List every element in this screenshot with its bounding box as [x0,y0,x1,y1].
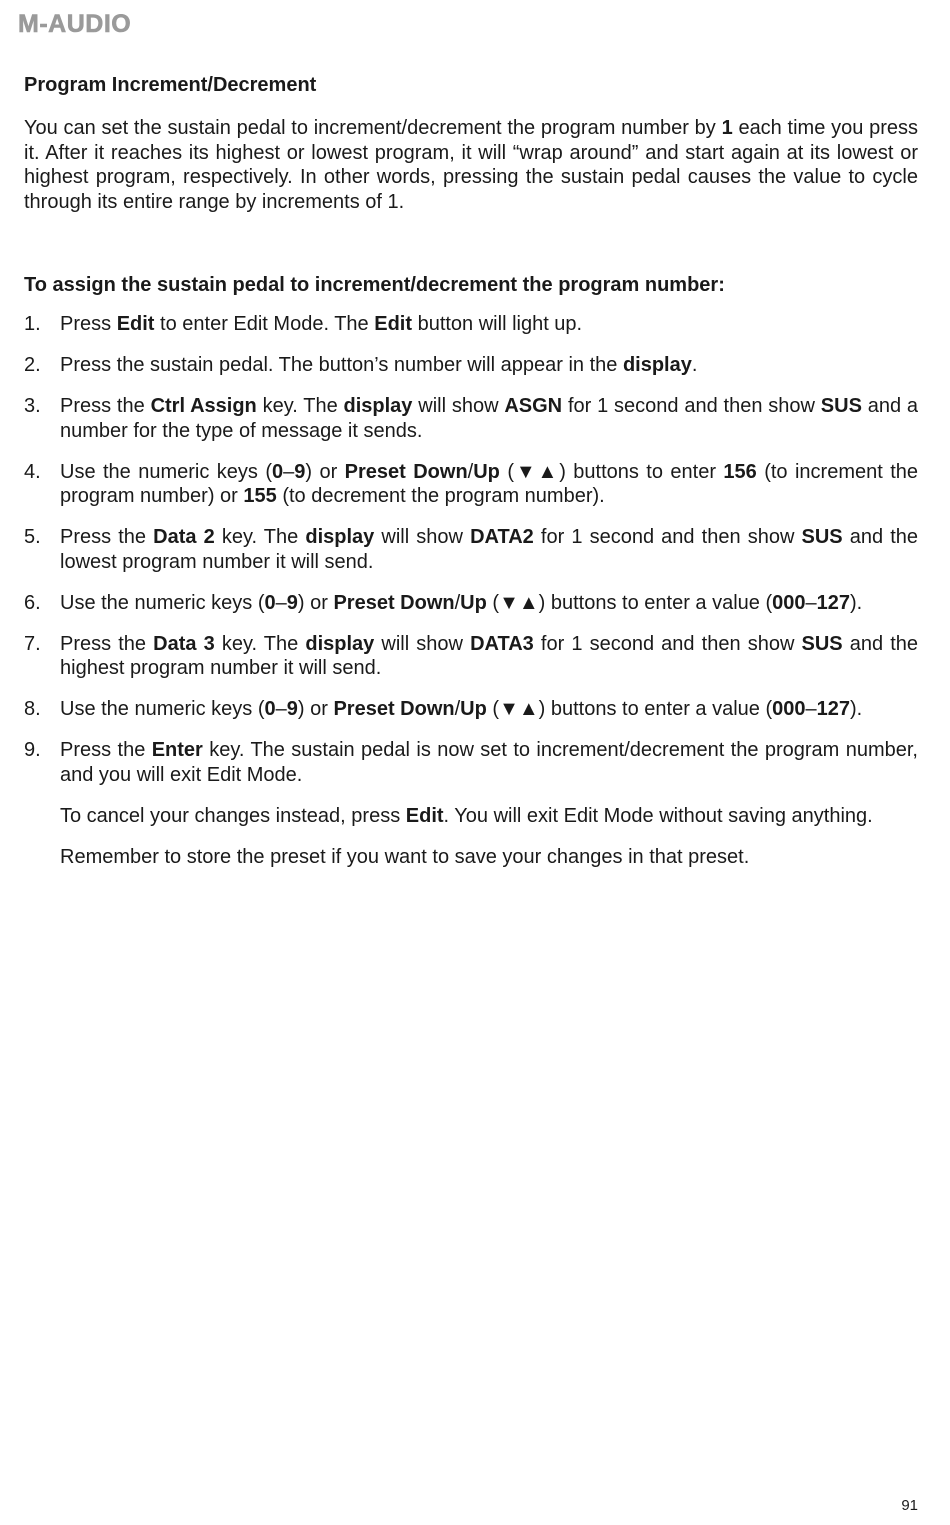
step-text: to enter Edit Mode. The [154,313,375,335]
intro-paragraph [24,116,918,214]
step-text: will show [412,395,505,417]
step-text: will show [374,632,471,655]
bold-term: ▼▲ [499,698,539,720]
bold-term: Edit [405,804,444,827]
brand-logo [18,10,186,36]
step-number: 8. [24,698,41,720]
bold-term: DATA2 [470,526,534,548]
step-number: 1. [24,313,41,335]
step-text: Remember to store the preset if you want to save your changes in that preset. [60,845,750,868]
page-number: 91 [901,1497,918,1514]
bold-term: DATA3 [470,632,534,655]
step-number: 9. [24,739,41,761]
bold-term: Data 3 [153,632,215,655]
bold-term: display [305,632,375,655]
step-item [24,312,918,337]
step-text: To cancel your changes instead, press [60,804,406,827]
step-text: / [454,698,461,720]
step-item [24,525,918,574]
step-text: Press the sustain pedal. The button’s number will appear in the [60,354,623,376]
step-text: Press the [60,739,152,761]
step-number: 6. [24,591,41,614]
step-text: for 1 second and then show [562,395,821,417]
bold-term: 127 [816,698,850,720]
step-text: – [805,698,817,720]
intro-text: each time you press it. After it reaches its highest or lowest program, it will “wrap around” and start again at its lowest or highest program, respectively. In other words, pressing the sustain pedal causes the value to cycle through its entire range by increments of 1. [24,117,918,213]
step-number: 3. [24,395,41,417]
step-item [24,460,918,509]
bold-term: display [622,354,692,376]
procedure-title: To assign the sustain pedal to increment/decrement the program number: [24,274,725,296]
step-text: – [275,591,287,614]
step-text: and the highest program number it will send. [60,632,919,679]
step-text: ) buttons to enter a value ( [538,591,773,614]
bold-term: Preset Down [333,698,455,720]
step-text: / [454,591,461,614]
step-text: Use the numeric keys ( [60,698,265,720]
step-text: for 1 second and then show [533,632,802,655]
bold-term: 0 [264,698,276,720]
bold-term: SUS [801,526,843,548]
step-text: for 1 second and then show [533,526,802,548]
intro-bold-value: 1 [721,117,733,139]
step-text: ). [850,698,863,720]
step-text: key. The [214,526,306,548]
bold-term: Up [473,460,500,483]
step-text: ( [486,698,500,720]
note-paragraph [60,804,918,829]
step-text: – [275,698,287,720]
bold-term: display [305,526,375,548]
bold-term: SUS [801,632,843,655]
bold-term: Up [460,698,487,720]
step-text: – [805,591,817,614]
step-text: Press the [60,632,154,655]
steps-list [24,312,918,787]
step-text: (to decrement the program number). [276,485,605,507]
bold-term: 155 [243,485,277,507]
step-text: ( [486,591,500,614]
step-item [24,632,918,681]
note-paragraph [60,845,918,870]
step-text: ) buttons to enter [559,460,724,483]
bold-term: Enter [151,739,203,761]
bold-term: Edit [116,313,155,335]
bold-term: display [343,395,413,417]
bold-term: Edit [374,313,413,335]
bold-term: SUS [820,395,862,417]
step-text: – [283,460,295,483]
bold-term: ▼▲ [499,591,539,614]
step-number: 2. [24,354,41,376]
step-text: button will light up. [412,313,583,335]
step-item [24,738,918,787]
step-text: Press [60,313,117,335]
step-text: Use the numeric keys ( [60,460,272,483]
step-text: (to increment the program number) or [60,460,919,507]
bold-term: 127 [816,591,850,614]
bold-term: 0 [271,460,284,483]
step-text: . You will exit Edit Mode without saving anything. [443,804,873,827]
step-text: key. The [256,395,344,417]
bold-term: 156 [723,460,757,483]
bold-term: Up [460,591,487,614]
bold-term: Preset Down [344,460,468,483]
bold-term: Data 2 [153,526,215,548]
step-item [24,353,918,378]
m-audio-logo-icon [18,10,186,36]
step-text: ) or [305,460,345,483]
step-text: Use the numeric keys ( [60,591,265,614]
step-text: and the lowest program number it will send. [60,526,919,573]
bold-term: ASGN [504,395,563,417]
step-text: ) or [297,591,334,614]
bold-term: 0 [264,591,276,614]
bold-term: Ctrl Assign [150,395,257,417]
step-number: 5. [24,526,41,548]
bold-term: 9 [286,591,298,614]
step-text: ( [499,460,514,483]
logo-wordmark: M-AUDIO [18,10,132,36]
intro-text: You can set the sustain pedal to increment/decrement the program number by [24,117,722,139]
step-text: ) buttons to enter a value ( [538,698,773,720]
bold-term: ▼▲ [514,460,560,483]
bold-term: 000 [772,591,806,614]
step-text: ). [850,591,863,614]
step-text: Press the [60,526,154,548]
bold-term: 000 [772,698,806,720]
bold-term: Preset Down [333,591,455,614]
step-text: and a number for the type of message it sends. [60,395,919,442]
step-item [24,591,918,616]
step-number: 4. [24,460,41,483]
step-item [24,394,918,443]
step-text: key. The [214,632,306,655]
step-number: 7. [24,632,41,655]
section-title: Program Increment/Decrement [24,74,317,96]
step-text: key. The sustain pedal is now set to increment/decrement the program number, and you will exit Edit Mode. [60,739,918,786]
step-text: Press the [60,395,151,417]
step-text: will show [374,526,471,548]
step-text: . [691,354,698,376]
step-item [24,697,918,722]
bold-term: 9 [294,460,306,483]
bold-term: 9 [286,698,298,720]
step-text: ) or [297,698,334,720]
page-content [24,72,918,886]
step-text: / [467,460,474,483]
